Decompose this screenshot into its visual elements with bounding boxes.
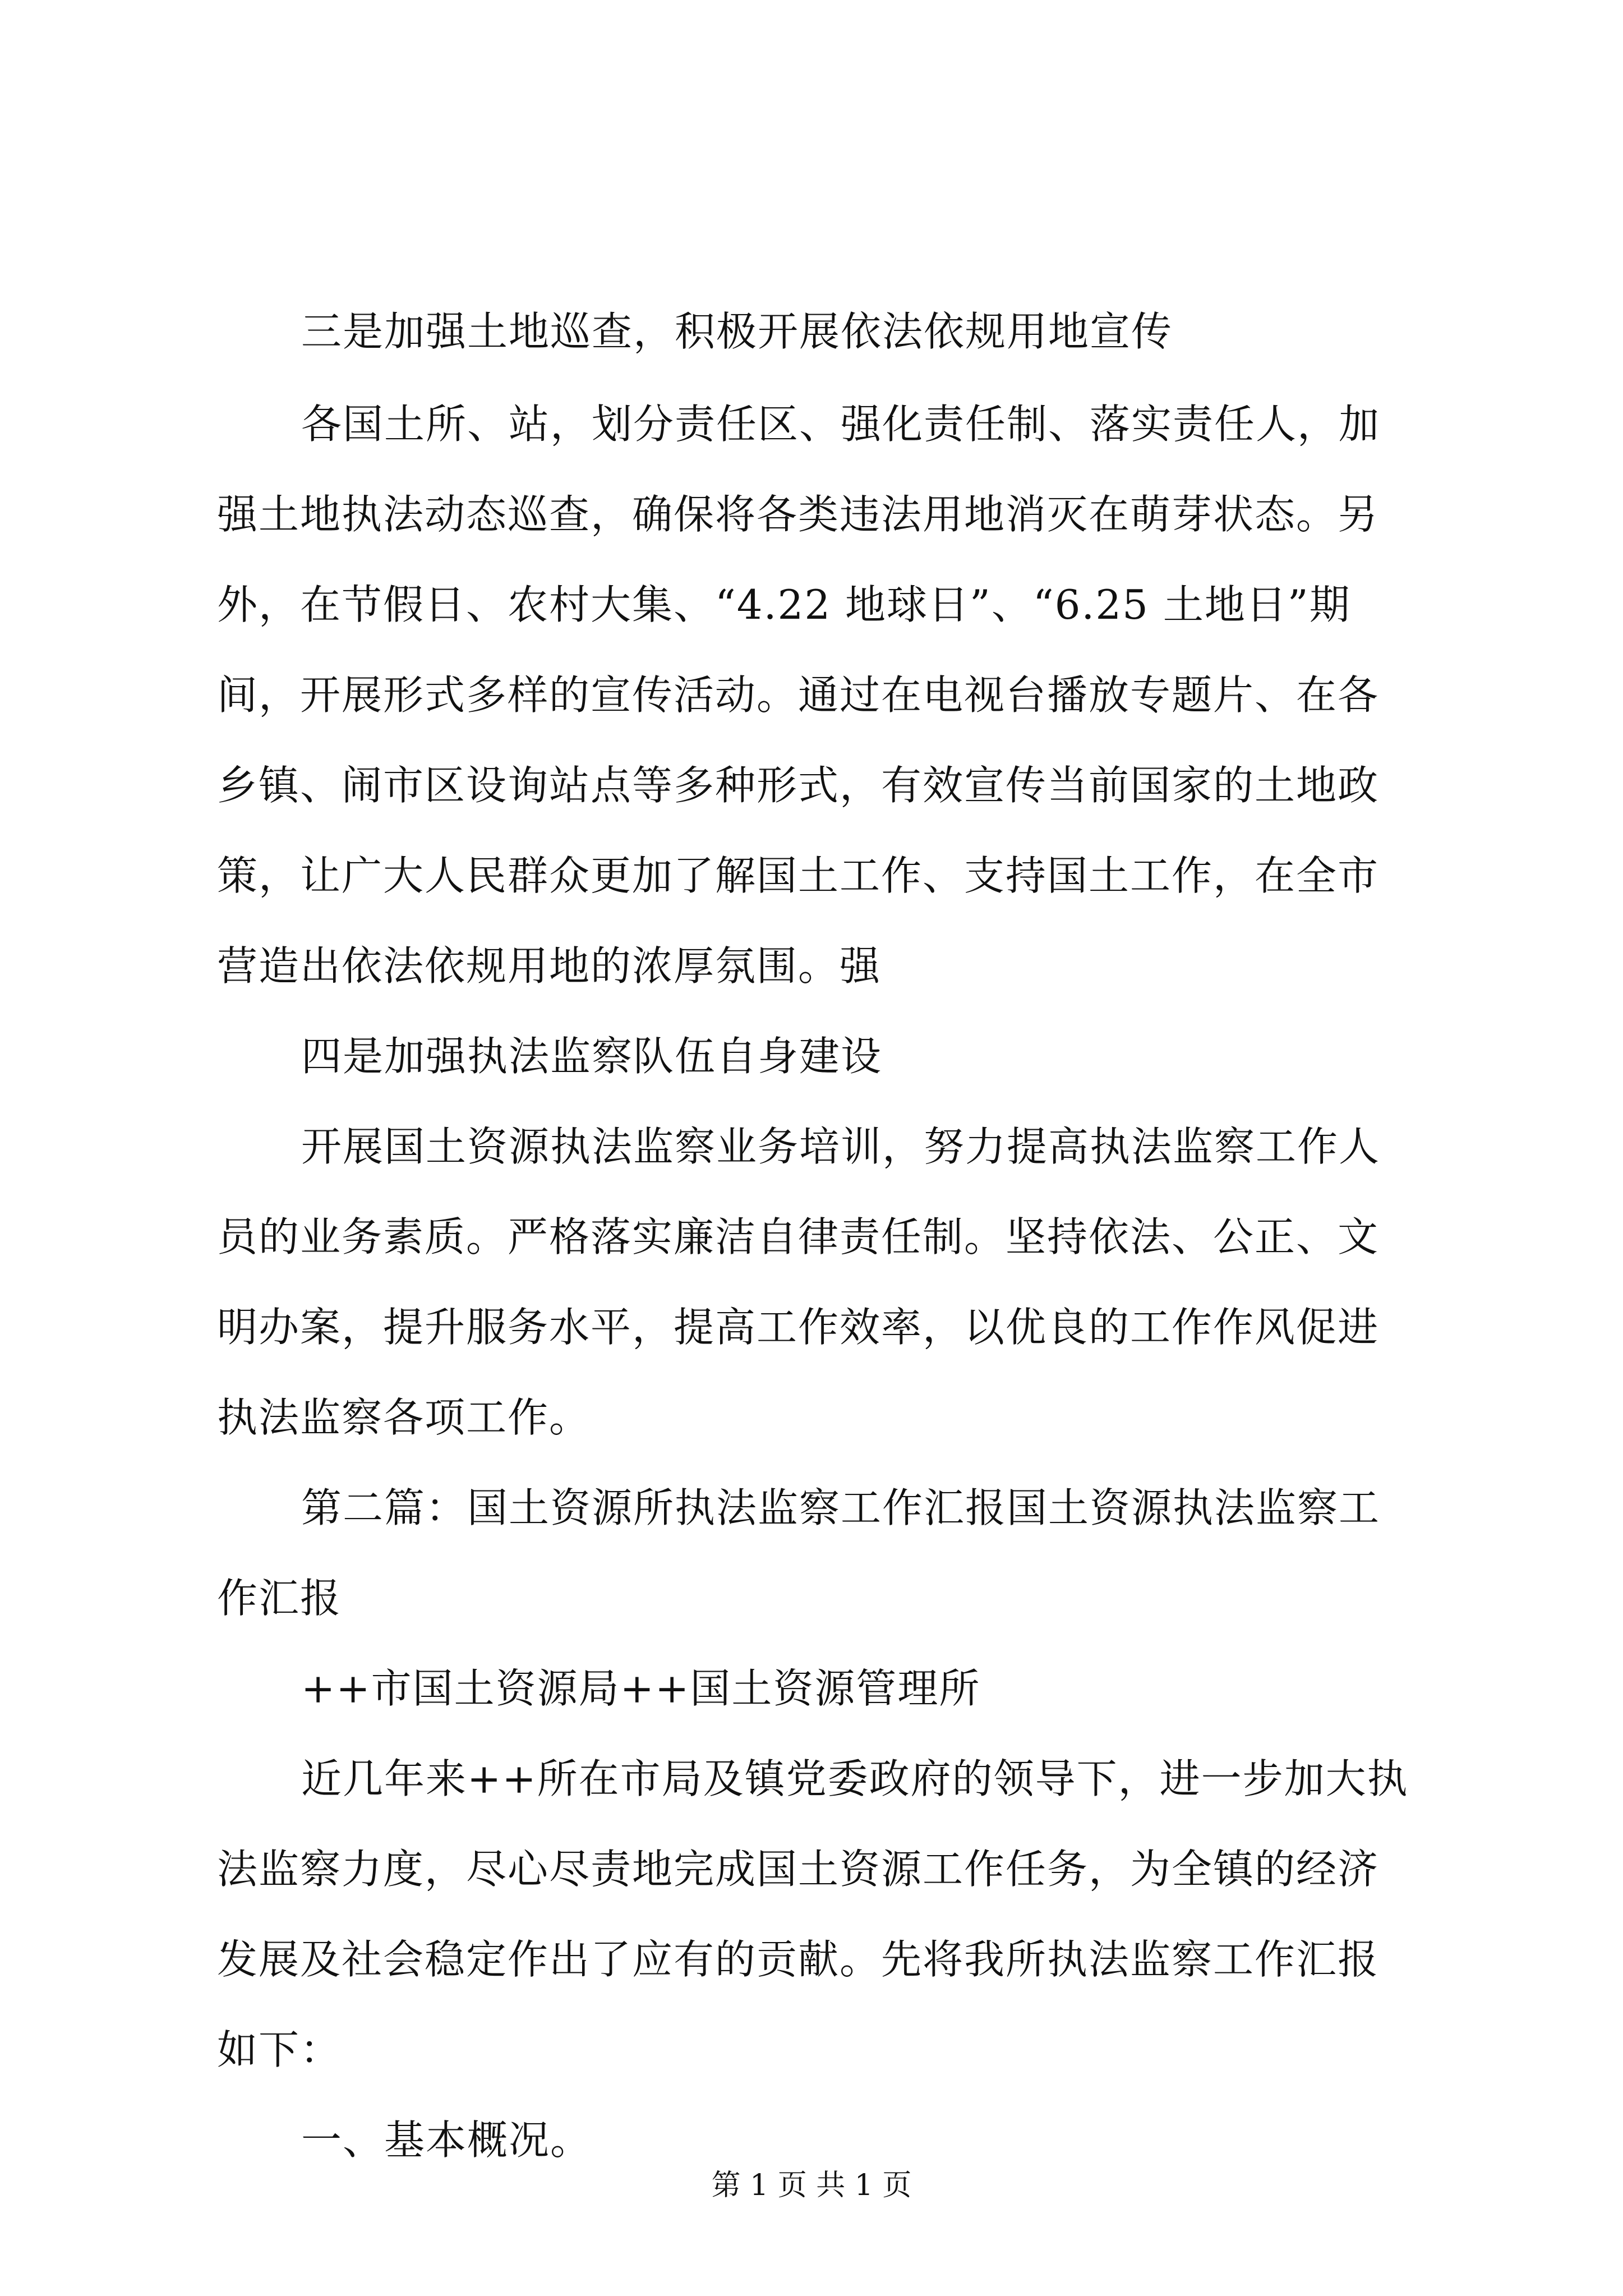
paragraph-line: 如下： [217,2026,342,2073]
paragraph-line: 营造出依法依规用地的浓厚氛围。强 [217,942,882,990]
paragraph-line: 外，在节假日、农村大集、“4.22 地球日”、“6.25 土地日”期 [217,581,1351,628]
paragraph-line: 执法监察各项工作。 [217,1394,591,1441]
paragraph-line: 发展及社会稳定作出了应有的贡献。先将我所执法监察工作汇报 [217,1936,1380,1983]
paragraph-line: 乡镇、闹市区设询站点等多种形式，有效宣传当前国家的土地政 [217,762,1380,809]
paragraph-line: 强土地执法动态巡查，确保将各类违法用地消灭在萌芽状态。另 [217,491,1380,538]
paragraph-line: 间，开展形式多样的宣传活动。通过在电视台播放专题片、在各 [217,671,1380,719]
page-footer: 第 1 页 共 1 页 [711,2169,912,2202]
paragraph-line: 法监察力度，尽心尽责地完成国土资源工作任务，为全镇的经济 [217,1846,1380,1893]
paragraph-line: 明办案，提升服务水平，提高工作效率，以优良的工作作风促进 [217,1304,1380,1351]
heading-3-land-patrol: 三是加强土地巡查，积极开展依法依规用地宣传 [301,308,1173,355]
section-heading-basic-overview: 一、基本概况。 [301,2116,592,2164]
heading-4-team-building: 四是加强执法监察队伍自身建设 [301,1033,883,1080]
chapter-two-title: 第二篇：国土资源所执法监察工作汇报国土资源执法监察工 [301,1484,1381,1531]
paragraph-line: 员的业务素质。严格落实廉洁自律责任制。坚持依法、公正、文 [217,1213,1380,1260]
paragraph-line: 策，让广大人民群众更加了解国土工作、支持国土工作，在全市 [217,852,1380,899]
paragraph-line: 近几年来++所在市局及镇党委政府的领导下，进一步加大执 [301,1755,1409,1802]
chapter-two-title-cont: 作汇报 [217,1575,342,1622]
paragraph-line: 各国土所、站，划分责任区、强化责任制、落实责任人，加 [301,401,1381,448]
organization-line: ++市国土资源局++国土资源管理所 [301,1665,981,1712]
paragraph-line: 开展国土资源执法监察业务培训，努力提高执法监察工作人 [301,1123,1381,1170]
